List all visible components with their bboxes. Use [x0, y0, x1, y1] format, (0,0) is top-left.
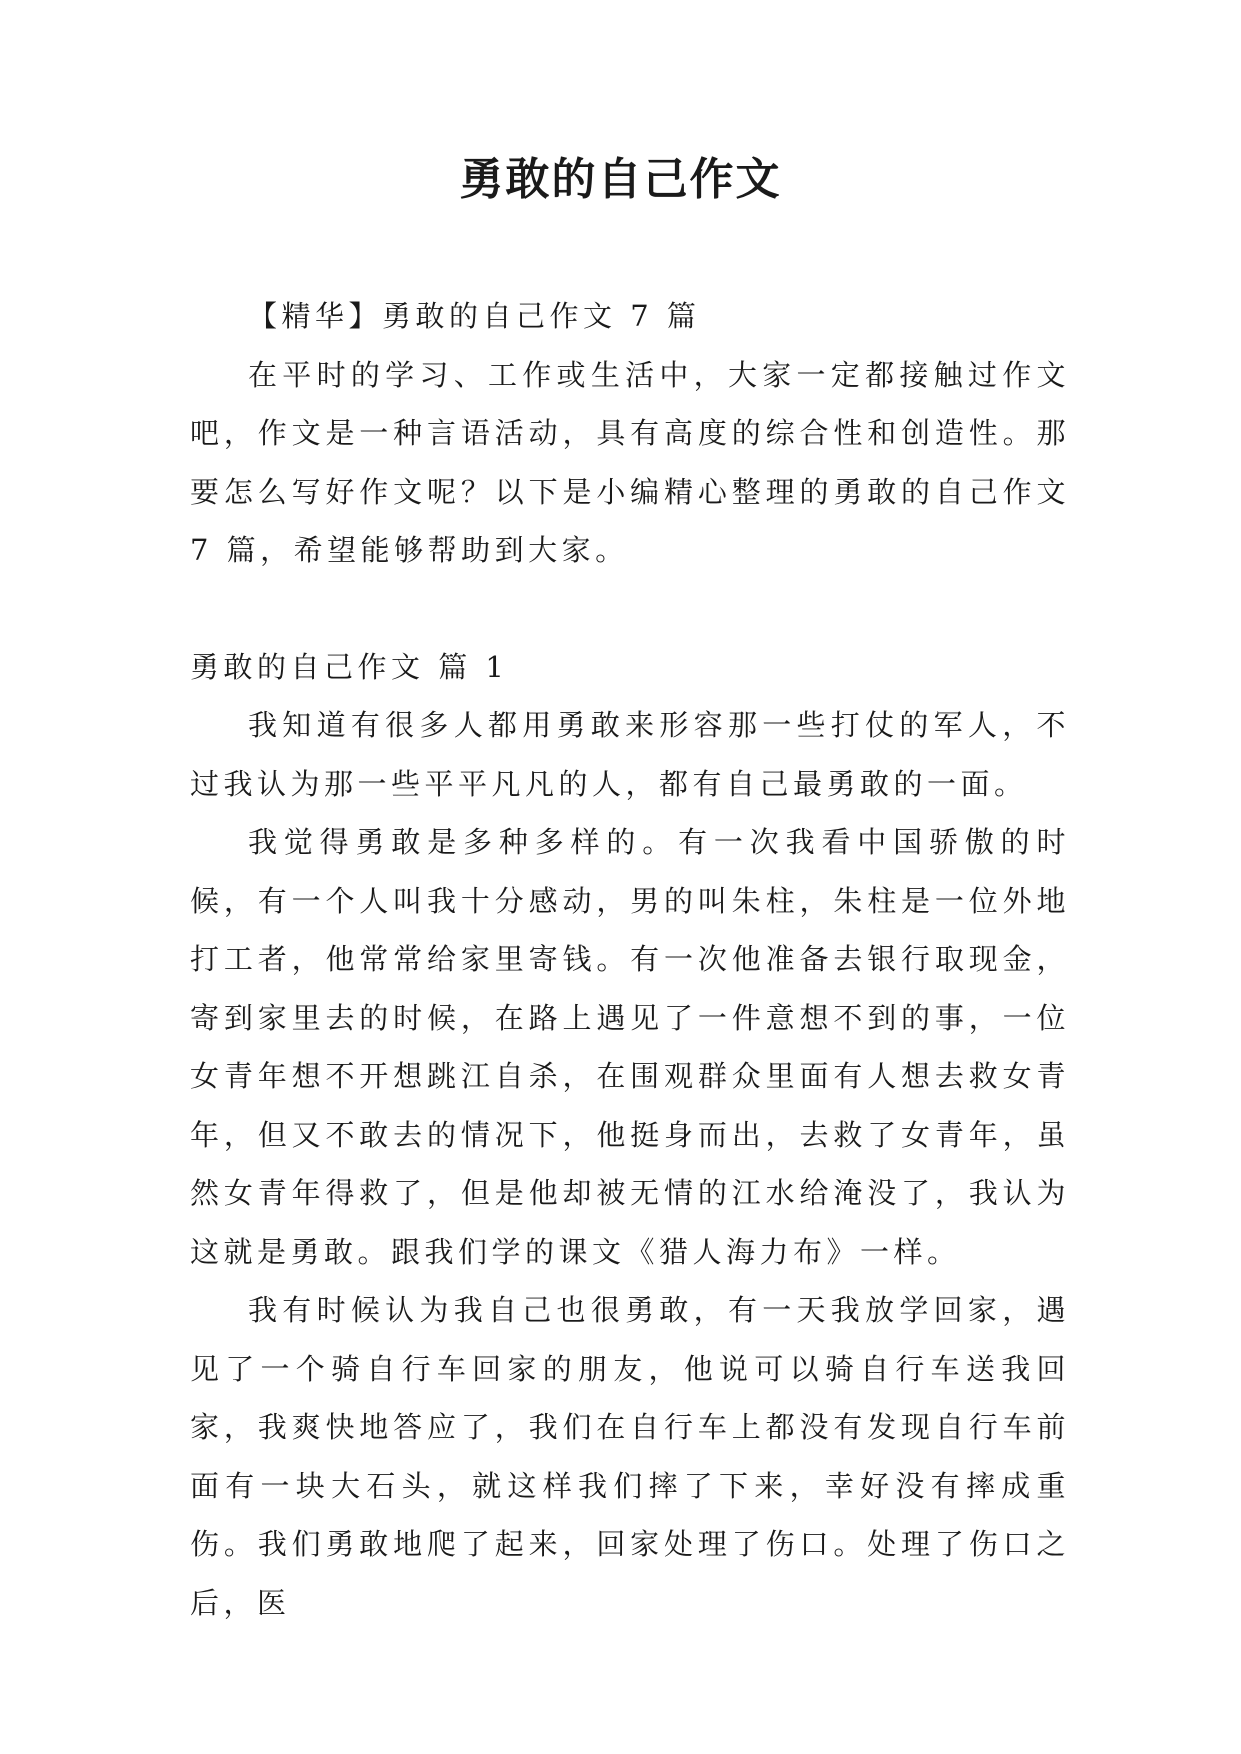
body-paragraph: 我有时候认为我自己也很勇敢，有一天我放学回家，遇见了一个骑自行车回家的朋友，他说可以骑自行车送我回家，我爽快地答应了，我们在自行车上都没有发现自行车前面有一块大石头，就这样我们摔了下来，幸好没有摔成重伤。我们勇敢地爬了起来，回家处理了伤口。处理了伤口之后，医: [190, 1293, 1070, 1620]
intro-heading: 【精华】勇敢的自己作文 7 篇: [248, 299, 701, 333]
body-paragraph: 我觉得勇敢是多种多样的。有一次我看中国骄傲的时候，有一个人叫我十分感动，男的叫朱柱，朱柱是一位外地打工者，他常常给家里寄钱。有一次他准备去银行取现金，寄到家里去的时候，在路上遇见了一件意想不到的事，一位女青年想不开想跳江自杀，在围观群众里面有人想去救女青年，但又不敢去的情况下，他挺身而出，去救了女青年，虽然女青年得救了，但是他却被无情的江水给淹没了，我认为这就是勇敢。跟我们学的课文《猎人海力布》一样。: [190, 825, 1070, 1269]
document-body: [190, 287, 1070, 1632]
intro-paragraph: 在平时的学习、工作或生活中，大家一定都接触过作文吧，作文是一种言语活动，具有高度的综合性和创造性。那要怎么写好作文呢？以下是小编精心整理的勇敢的自己作文 7 篇，希望能够帮助到大家。: [190, 357, 1070, 567]
section-title: 勇敢的自己作文 篇 1: [190, 649, 509, 684]
page-title: 勇敢的自己作文: [459, 154, 782, 205]
body-paragraph: 我知道有很多人都用勇敢来形容那一些打仗的军人，不过我认为那一些平平凡凡的人，都有自己最勇敢的一面。: [190, 708, 1070, 801]
